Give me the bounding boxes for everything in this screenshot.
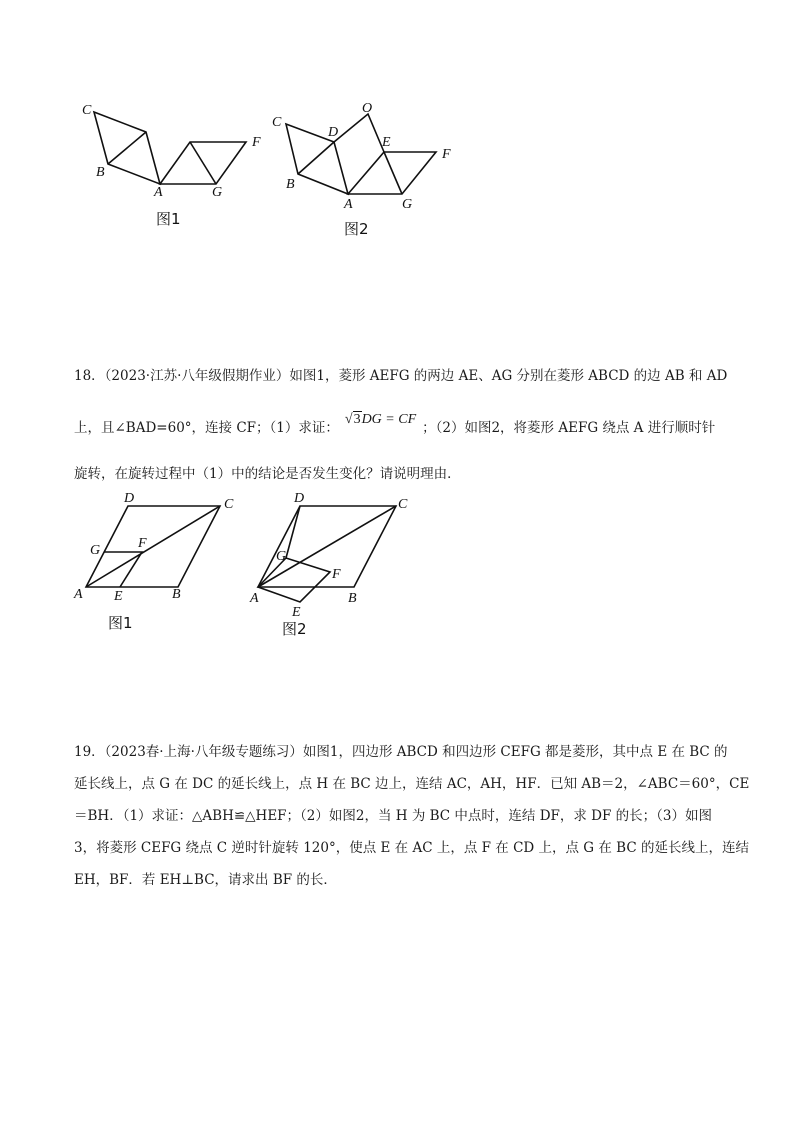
figure-caption: 图1 <box>156 210 181 228</box>
label-c: C <box>398 497 408 512</box>
label-c: C <box>224 497 234 512</box>
formula-radicand: 3 <box>353 412 361 427</box>
label-a: A <box>250 591 259 606</box>
top-figure-2-diagram <box>270 100 470 240</box>
label-d: D <box>328 125 339 140</box>
top-figure-1 <box>80 100 270 230</box>
q18-figure-1-diagram <box>72 492 242 642</box>
q18-figure-1 <box>72 492 242 642</box>
q18-figure-2-diagram <box>250 492 420 642</box>
q18-line-2 <box>74 412 716 439</box>
label-c: C <box>82 103 92 118</box>
label-b: B <box>96 165 105 180</box>
label-f: F <box>442 147 451 162</box>
label-e: E <box>114 589 123 604</box>
top-figure-2 <box>270 100 470 240</box>
q18-line-2-end: ；（2）如图2，将菱形 AEFG 绕点 A 进行顺时针 <box>422 420 716 436</box>
label-e: E <box>292 605 301 620</box>
label-a: A <box>74 587 83 602</box>
label-f: F <box>252 135 261 150</box>
rhombus-aegf-fig2 <box>348 152 436 194</box>
diagonal-eg <box>384 152 402 194</box>
label-b: B <box>172 587 181 602</box>
formula-rest: DG = CF <box>361 412 417 427</box>
label-b: B <box>348 591 357 606</box>
label-g: G <box>90 543 101 558</box>
rhombus-abcd-fig2 <box>286 124 348 194</box>
q19-line-2: 延长线上，点 G 在 DC 的延长线上，点 H 在 BC 边上，连结 AC，AH，HF．已知 AB＝2，∠ABC＝60°，CE <box>74 776 750 792</box>
figure-caption: 图2 <box>344 220 369 238</box>
diagonal-bd <box>108 132 146 164</box>
label-g: G <box>276 549 287 564</box>
label-o: O <box>362 101 373 116</box>
figure-caption: 图2 <box>282 620 307 638</box>
formula: √3DG = CF <box>344 412 417 427</box>
q19-line-5: EH，BF．若 EH⊥BC，请求出 BF 的长． <box>74 872 337 888</box>
label-e: E <box>382 135 391 150</box>
q18-line-3: 旋转，在旋转过程中（1）中的结论是否发生变化？请说明理由． <box>74 466 461 482</box>
label-d: D <box>124 491 135 506</box>
figure-caption: 图1 <box>108 614 133 632</box>
q18-line-2-start: 上，且∠BAD=60°，连接 CF；（1）求证： <box>74 420 339 436</box>
top-figure-1-diagram <box>80 100 270 230</box>
line-dg <box>286 506 300 558</box>
label-a: A <box>154 185 163 200</box>
diagonal-ag <box>190 142 216 184</box>
q19-line-1: 19．（2023春·上海·八年级专题练习）如图1，四边形 ABCD 和四边形 CEFG 都是菱形，其中点 E 在 BC 的 <box>74 744 728 760</box>
label-f: F <box>332 567 341 582</box>
q19-line-3: ＝BH．（1）求证：△ABH≌△HEF；（2）如图2，当 H 为 BC 中点时，连结 DF，求 DF 的长；（3）如图 <box>74 808 713 824</box>
q19-line-4: 3，将菱形 CEFG 绕点 C 逆时针旋转 120°，使点 E 在 AC 上，点 F 在 CD 上，点 G 在 BC 的延长线上，连结 <box>74 840 749 856</box>
q18-line-1: 18．（2023·江苏·八年级假期作业）如图1，菱形 AEFG 的两边 AE、AG 分别在菱形 ABCD 的边 AB 和 AD <box>74 368 728 384</box>
line-d-o-e <box>334 114 384 152</box>
label-d: D <box>294 491 305 506</box>
label-c: C <box>272 115 282 130</box>
diagonal-bd <box>298 142 334 174</box>
label-a: A <box>344 197 353 212</box>
label-b: B <box>286 177 295 192</box>
label-f: F <box>138 536 147 551</box>
q18-figure-2 <box>250 492 420 642</box>
label-g: G <box>402 197 413 212</box>
label-g: G <box>212 185 223 200</box>
